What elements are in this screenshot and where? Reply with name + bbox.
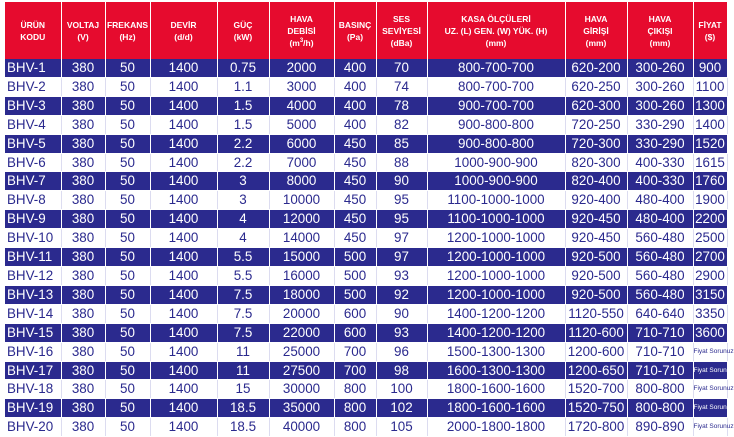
- table-row: [5, 248, 727, 267]
- cell-urun-kodu: BHV-16: [5, 342, 61, 361]
- cell-hava-cikisi: 640-640: [627, 304, 693, 323]
- cell-basinc: 450: [334, 153, 376, 172]
- cell-hava-girisi: 820-300: [565, 153, 627, 172]
- table-row: [5, 153, 727, 172]
- cell-hava-cikisi: 710-710: [627, 342, 693, 361]
- cell-urun-kodu: BHV-12: [5, 266, 61, 285]
- cell-kasa-olculeri: 1200-1000-1000: [427, 248, 565, 267]
- cell-devir: 1400: [150, 418, 217, 437]
- cell-basinc: 700: [334, 342, 376, 361]
- cell-voltaj: 380: [61, 248, 105, 267]
- cell-guc: 2.2: [217, 153, 269, 172]
- cell-urun-kodu: BHV-15: [5, 323, 61, 342]
- cell-frekans: 50: [105, 399, 150, 418]
- cell-guc: 7.5: [217, 323, 269, 342]
- cell-urun-kodu: BHV-7: [5, 172, 61, 191]
- cell-hava-cikisi: 710-710: [627, 323, 693, 342]
- cell-urun-kodu: BHV-18: [5, 380, 61, 399]
- cell-hava-cikisi: 400-330: [627, 172, 693, 191]
- cell-voltaj: 380: [61, 342, 105, 361]
- cell-basinc: 450: [334, 134, 376, 153]
- cell-fiyat: Fiyat Sorunuz: [693, 342, 727, 361]
- table-row: [5, 266, 727, 285]
- cell-hava-debisi: 20000: [269, 304, 334, 323]
- cell-voltaj: 380: [61, 361, 105, 380]
- cell-ses-seviyesi: 85: [376, 134, 427, 153]
- header-kasa-olculeri: KASA ÖLÇÜLERİ UZ. (L) GEN. (W) YÜK. (H) (mm): [427, 2, 565, 59]
- cell-devir: 1400: [150, 210, 217, 229]
- cell-hava-girisi: 920-400: [565, 191, 627, 210]
- cell-hava-debisi: 4000: [269, 96, 334, 115]
- cell-devir: 1400: [150, 77, 217, 96]
- cell-devir: 1400: [150, 380, 217, 399]
- table-row: [5, 418, 727, 437]
- cell-devir: 1400: [150, 115, 217, 134]
- cell-ses-seviyesi: 93: [376, 323, 427, 342]
- cell-kasa-olculeri: 1400-1200-1200: [427, 323, 565, 342]
- cell-hava-girisi: 1200-650: [565, 361, 627, 380]
- cell-hava-cikisi: 890-890: [627, 418, 693, 437]
- cell-hava-debisi: 14000: [269, 229, 334, 248]
- cell-voltaj: 380: [61, 399, 105, 418]
- cell-hava-debisi: 8000: [269, 172, 334, 191]
- cell-kasa-olculeri: 1000-900-900: [427, 153, 565, 172]
- cell-kasa-olculeri: 1000-900-900: [427, 172, 565, 191]
- price-spec-table-container: [5, 2, 734, 437]
- cell-basinc: 450: [334, 172, 376, 191]
- cell-guc: 1.5: [217, 115, 269, 134]
- cell-hava-cikisi: 480-400: [627, 210, 693, 229]
- cell-frekans: 50: [105, 172, 150, 191]
- cell-urun-kodu: BHV-1: [5, 59, 61, 77]
- cell-kasa-olculeri: 1500-1300-1300: [427, 342, 565, 361]
- cell-basinc: 500: [334, 248, 376, 267]
- cell-fiyat: 2500: [693, 229, 727, 248]
- cell-basinc: 400: [334, 77, 376, 96]
- cell-frekans: 50: [105, 248, 150, 267]
- header-devir: DEVİR (d/d): [150, 2, 217, 59]
- header-voltaj: VOLTAJ (V): [61, 2, 105, 59]
- cell-urun-kodu: BHV-10: [5, 229, 61, 248]
- cell-hava-cikisi: 560-480: [627, 285, 693, 304]
- cell-kasa-olculeri: 1200-1000-1000: [427, 229, 565, 248]
- cell-basinc: 800: [334, 380, 376, 399]
- cell-basinc: 400: [334, 59, 376, 77]
- cell-hava-girisi: 1520-700: [565, 380, 627, 399]
- cell-frekans: 50: [105, 153, 150, 172]
- cell-hava-debisi: 15000: [269, 248, 334, 267]
- cell-kasa-olculeri: 900-800-800: [427, 115, 565, 134]
- cell-urun-kodu: BHV-4: [5, 115, 61, 134]
- cell-kasa-olculeri: 1400-1200-1200: [427, 304, 565, 323]
- header-fiyat: FİYAT ($): [693, 2, 727, 59]
- cell-hava-cikisi: 300-260: [627, 96, 693, 115]
- header-hava-cikisi: HAVA ÇIKIŞI (mm): [627, 2, 693, 59]
- cell-hava-cikisi: 560-480: [627, 266, 693, 285]
- cell-guc: 3: [217, 191, 269, 210]
- table-row: [5, 191, 727, 210]
- cell-fiyat: 1900: [693, 191, 727, 210]
- cell-guc: 3: [217, 172, 269, 191]
- cell-kasa-olculeri: 1200-1000-1000: [427, 285, 565, 304]
- cell-hava-debisi: 22000: [269, 323, 334, 342]
- cell-guc: 11: [217, 361, 269, 380]
- cell-ses-seviyesi: 90: [376, 172, 427, 191]
- cell-frekans: 50: [105, 134, 150, 153]
- cell-hava-cikisi: 560-480: [627, 229, 693, 248]
- cell-ses-seviyesi: 100: [376, 380, 427, 399]
- cell-guc: 5.5: [217, 248, 269, 267]
- cell-voltaj: 380: [61, 191, 105, 210]
- cell-devir: 1400: [150, 134, 217, 153]
- cell-voltaj: 380: [61, 153, 105, 172]
- cell-devir: 1400: [150, 342, 217, 361]
- cell-kasa-olculeri: 1600-1300-1300: [427, 361, 565, 380]
- cell-fiyat: 2900: [693, 266, 727, 285]
- cell-frekans: 50: [105, 418, 150, 437]
- cell-hava-debisi: 27500: [269, 361, 334, 380]
- cell-kasa-olculeri: 900-700-700: [427, 96, 565, 115]
- cell-hava-debisi: 40000: [269, 418, 334, 437]
- table-row: [5, 115, 727, 134]
- cell-frekans: 50: [105, 96, 150, 115]
- header-urun-kodu: ÜRÜN KODU: [5, 2, 61, 59]
- cell-hava-cikisi: 330-290: [627, 134, 693, 153]
- cell-urun-kodu: BHV-5: [5, 134, 61, 153]
- cell-frekans: 50: [105, 115, 150, 134]
- cell-fiyat: 900: [693, 59, 727, 77]
- header-guc: GÜÇ (kW): [217, 2, 269, 59]
- cell-frekans: 50: [105, 59, 150, 77]
- cell-guc: 18.5: [217, 418, 269, 437]
- cell-ses-seviyesi: 78: [376, 96, 427, 115]
- cell-fiyat: 1400: [693, 115, 727, 134]
- header-basinc: BASINÇ (Pa): [334, 2, 376, 59]
- cell-hava-debisi: 7000: [269, 153, 334, 172]
- cell-basinc: 800: [334, 418, 376, 437]
- cell-hava-debisi: 10000: [269, 191, 334, 210]
- cell-guc: 15: [217, 380, 269, 399]
- cell-hava-girisi: 1720-800: [565, 418, 627, 437]
- cell-hava-girisi: 920-500: [565, 248, 627, 267]
- cell-voltaj: 380: [61, 172, 105, 191]
- cell-voltaj: 380: [61, 96, 105, 115]
- cell-hava-cikisi: 710-710: [627, 361, 693, 380]
- cell-devir: 1400: [150, 361, 217, 380]
- cell-urun-kodu: BHV-2: [5, 77, 61, 96]
- cell-ses-seviyesi: 95: [376, 191, 427, 210]
- table-row: [5, 77, 727, 96]
- table-row: [5, 399, 727, 418]
- cell-fiyat: Fiyat Sorunuz: [693, 380, 727, 399]
- table-row: [5, 323, 727, 342]
- table-row: [5, 285, 727, 304]
- cell-hava-girisi: 620-250: [565, 77, 627, 96]
- cell-guc: 11: [217, 342, 269, 361]
- cell-hava-debisi: 35000: [269, 399, 334, 418]
- cell-ses-seviyesi: 95: [376, 210, 427, 229]
- cell-fiyat: 2700: [693, 248, 727, 267]
- cell-hava-cikisi: 560-480: [627, 248, 693, 267]
- cell-devir: 1400: [150, 285, 217, 304]
- cell-kasa-olculeri: 800-700-700: [427, 59, 565, 77]
- cell-frekans: 50: [105, 191, 150, 210]
- cell-voltaj: 380: [61, 115, 105, 134]
- cell-devir: 1400: [150, 96, 217, 115]
- cell-urun-kodu: BHV-8: [5, 191, 61, 210]
- cell-frekans: 50: [105, 304, 150, 323]
- cell-voltaj: 380: [61, 134, 105, 153]
- cell-fiyat: 1100: [693, 77, 727, 96]
- cell-urun-kodu: BHV-13: [5, 285, 61, 304]
- cell-fiyat: Fiyat Sorunuz: [693, 399, 727, 418]
- cell-hava-debisi: 3000: [269, 77, 334, 96]
- cell-fiyat: 1615: [693, 153, 727, 172]
- cell-hava-girisi: 1200-600: [565, 342, 627, 361]
- cell-devir: 1400: [150, 191, 217, 210]
- cell-devir: 1400: [150, 59, 217, 77]
- cell-devir: 1400: [150, 304, 217, 323]
- cell-devir: 1400: [150, 153, 217, 172]
- table-row: [5, 134, 727, 153]
- cell-hava-cikisi: 800-800: [627, 380, 693, 399]
- cell-ses-seviyesi: 105: [376, 418, 427, 437]
- cell-voltaj: 380: [61, 380, 105, 399]
- cell-kasa-olculeri: 800-700-700: [427, 77, 565, 96]
- cell-basinc: 450: [334, 210, 376, 229]
- header-row: [5, 2, 727, 59]
- cell-fiyat: 3600: [693, 323, 727, 342]
- table-row: [5, 342, 727, 361]
- cell-kasa-olculeri: 1200-1000-1000: [427, 266, 565, 285]
- cell-voltaj: 380: [61, 323, 105, 342]
- cell-devir: 1400: [150, 399, 217, 418]
- cell-hava-girisi: 620-300: [565, 96, 627, 115]
- cell-hava-debisi: 5000: [269, 115, 334, 134]
- cell-fiyat: 3150: [693, 285, 727, 304]
- cell-ses-seviyesi: 98: [376, 361, 427, 380]
- cell-fiyat: 3350: [693, 304, 727, 323]
- cell-ses-seviyesi: 92: [376, 285, 427, 304]
- cell-guc: 0.75: [217, 59, 269, 77]
- cell-guc: 1.5: [217, 96, 269, 115]
- cell-hava-debisi: 2000: [269, 59, 334, 77]
- cell-devir: 1400: [150, 229, 217, 248]
- cell-basinc: 500: [334, 266, 376, 285]
- table-row: [5, 361, 727, 380]
- cell-frekans: 50: [105, 380, 150, 399]
- cell-guc: 5.5: [217, 266, 269, 285]
- cell-urun-kodu: BHV-20: [5, 418, 61, 437]
- cell-hava-debisi: 12000: [269, 210, 334, 229]
- cell-voltaj: 380: [61, 59, 105, 77]
- cell-guc: 4: [217, 210, 269, 229]
- cell-urun-kodu: BHV-9: [5, 210, 61, 229]
- cell-basinc: 450: [334, 229, 376, 248]
- cell-guc: 2.2: [217, 134, 269, 153]
- cell-voltaj: 380: [61, 266, 105, 285]
- cell-ses-seviyesi: 74: [376, 77, 427, 96]
- cell-ses-seviyesi: 102: [376, 399, 427, 418]
- cell-voltaj: 380: [61, 77, 105, 96]
- cell-kasa-olculeri: 2000-1800-1800: [427, 418, 565, 437]
- cell-ses-seviyesi: 88: [376, 153, 427, 172]
- cell-fiyat: 1300: [693, 96, 727, 115]
- cell-hava-girisi: 920-500: [565, 266, 627, 285]
- cell-frekans: 50: [105, 342, 150, 361]
- table-row: [5, 380, 727, 399]
- cell-basinc: 450: [334, 191, 376, 210]
- cell-devir: 1400: [150, 248, 217, 267]
- table-row: [5, 59, 727, 77]
- cell-urun-kodu: BHV-11: [5, 248, 61, 267]
- cell-frekans: 50: [105, 210, 150, 229]
- cell-voltaj: 380: [61, 418, 105, 437]
- cell-ses-seviyesi: 93: [376, 266, 427, 285]
- cell-hava-debisi: 25000: [269, 342, 334, 361]
- cell-fiyat: Fiyat Sorunuz: [693, 361, 727, 380]
- cell-hava-cikisi: 300-260: [627, 59, 693, 77]
- header-hava-debisi: HAVA DEBİSİ $(m^3/h)$: [269, 2, 334, 59]
- cell-hava-debisi: 30000: [269, 380, 334, 399]
- table-row: [5, 96, 727, 115]
- cell-hava-cikisi: 800-800: [627, 399, 693, 418]
- cell-voltaj: 380: [61, 229, 105, 248]
- cell-hava-cikisi: 400-330: [627, 153, 693, 172]
- product-spec-table: [5, 2, 734, 437]
- cell-fiyat: 1520: [693, 134, 727, 153]
- cell-devir: 1400: [150, 266, 217, 285]
- cell-ses-seviyesi: 96: [376, 342, 427, 361]
- cell-guc: 7.5: [217, 304, 269, 323]
- cell-urun-kodu: BHV-17: [5, 361, 61, 380]
- cell-ses-seviyesi: 97: [376, 248, 427, 267]
- cell-basinc: 600: [334, 323, 376, 342]
- table-row: [5, 229, 727, 248]
- cell-hava-girisi: 1120-600: [565, 323, 627, 342]
- cell-frekans: 50: [105, 77, 150, 96]
- cell-hava-debisi: 6000: [269, 134, 334, 153]
- cell-ses-seviyesi: 90: [376, 304, 427, 323]
- cell-guc: 1.1: [217, 77, 269, 96]
- cell-basinc: 500: [334, 285, 376, 304]
- cell-frekans: 50: [105, 266, 150, 285]
- cell-fiyat: 2200: [693, 210, 727, 229]
- table-body: [5, 59, 734, 437]
- cell-frekans: 50: [105, 285, 150, 304]
- cell-urun-kodu: BHV-3: [5, 96, 61, 115]
- cell-fiyat: 1760: [693, 172, 727, 191]
- cell-urun-kodu: BHV-19: [5, 399, 61, 418]
- cell-kasa-olculeri: 900-800-800: [427, 134, 565, 153]
- cell-basinc: 800: [334, 399, 376, 418]
- cell-basinc: 400: [334, 96, 376, 115]
- cell-voltaj: 380: [61, 210, 105, 229]
- cell-guc: 7.5: [217, 285, 269, 304]
- cell-guc: 18.5: [217, 399, 269, 418]
- table-row: [5, 210, 727, 229]
- cell-frekans: 50: [105, 229, 150, 248]
- cell-ses-seviyesi: 97: [376, 229, 427, 248]
- cell-kasa-olculeri: 1800-1600-1600: [427, 380, 565, 399]
- cell-hava-debisi: 16000: [269, 266, 334, 285]
- cell-kasa-olculeri: 1800-1600-1600: [427, 399, 565, 418]
- cell-hava-girisi: 920-450: [565, 229, 627, 248]
- cell-hava-girisi: 820-400: [565, 172, 627, 191]
- header-frekans: FREKANS (Hz): [105, 2, 150, 59]
- cell-hava-cikisi: 330-290: [627, 115, 693, 134]
- header-ses-seviyesi: SES SEVİYESİ (dBa): [376, 2, 427, 59]
- cell-kasa-olculeri: 1100-1000-1000: [427, 210, 565, 229]
- cell-hava-girisi: 720-300: [565, 134, 627, 153]
- cell-hava-girisi: 920-500: [565, 285, 627, 304]
- cell-guc: 4: [217, 229, 269, 248]
- cell-basinc: 600: [334, 304, 376, 323]
- cell-voltaj: 380: [61, 285, 105, 304]
- cell-hava-girisi: 720-250: [565, 115, 627, 134]
- cell-voltaj: 380: [61, 304, 105, 323]
- cell-basinc: 700: [334, 361, 376, 380]
- cell-urun-kodu: BHV-14: [5, 304, 61, 323]
- cell-hava-girisi: 1520-750: [565, 399, 627, 418]
- cell-hava-girisi: 920-450: [565, 210, 627, 229]
- cell-urun-kodu: BHV-6: [5, 153, 61, 172]
- cell-hava-girisi: 1120-550: [565, 304, 627, 323]
- cell-hava-cikisi: 480-400: [627, 191, 693, 210]
- cell-basinc: 400: [334, 115, 376, 134]
- header-hava-girisi: HAVA GİRİŞİ (mm): [565, 2, 627, 59]
- cell-devir: 1400: [150, 172, 217, 191]
- cell-ses-seviyesi: 70: [376, 59, 427, 77]
- cell-hava-cikisi: 300-260: [627, 77, 693, 96]
- table-row: [5, 172, 727, 191]
- cell-devir: 1400: [150, 323, 217, 342]
- cell-hava-debisi: 18000: [269, 285, 334, 304]
- cell-hava-girisi: 620-200: [565, 59, 627, 77]
- cell-kasa-olculeri: 1100-1000-1000: [427, 191, 565, 210]
- cell-fiyat: Fiyat Sorunuz: [693, 418, 727, 437]
- table-row: [5, 304, 727, 323]
- cell-ses-seviyesi: 82: [376, 115, 427, 134]
- cell-frekans: 50: [105, 323, 150, 342]
- cell-frekans: 50: [105, 361, 150, 380]
